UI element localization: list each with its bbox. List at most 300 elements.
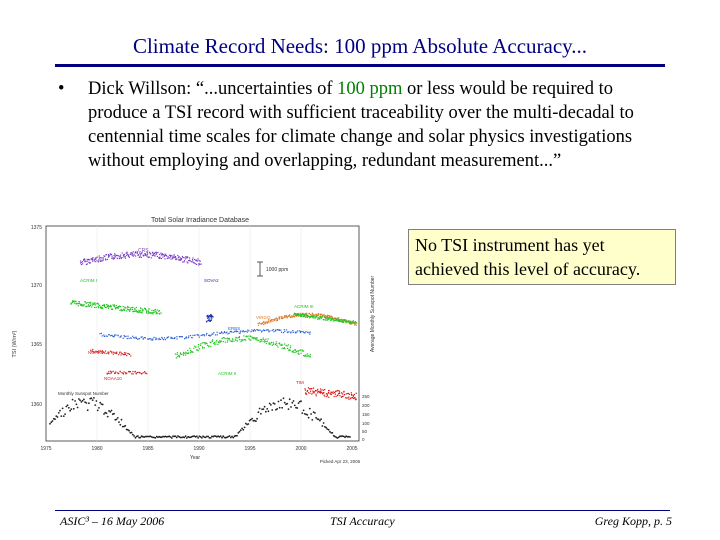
tsi-point-acrim1: [76, 303, 77, 304]
tsi-point-erbs: [251, 331, 252, 332]
tsi-point-acrim2: [176, 357, 177, 358]
tsi-point-crs: [101, 257, 102, 258]
sunspot-point: [258, 411, 260, 413]
sunspot-point: [251, 418, 253, 420]
tsi-point-acrim1: [112, 304, 113, 305]
tsi-point-noaa9: [111, 352, 112, 353]
tsi-point-crs: [167, 258, 168, 259]
sunspot-point: [247, 423, 249, 425]
tsi-point-erbs: [125, 336, 126, 337]
tsi-point-crs: [185, 258, 186, 259]
tsi-point-noaa9: [126, 355, 127, 356]
tsi-point-crs: [87, 263, 88, 264]
tsi-point-tim: [343, 391, 344, 392]
sunspot-point: [294, 405, 296, 407]
sunspot-point: [288, 408, 290, 410]
tsi-point-acrim2: [263, 339, 264, 340]
sunspot-point: [263, 408, 265, 410]
tsi-point-erbs: [254, 329, 255, 330]
sunspot-point: [241, 428, 243, 430]
tsi-point-crs: [121, 257, 122, 258]
tsi-point-erbs: [121, 335, 122, 336]
tsi-point-acrim1: [127, 307, 128, 308]
tsi-point-tim: [308, 387, 309, 388]
tsi-point-erbs: [150, 338, 151, 339]
tsi-point-crs: [187, 257, 188, 258]
tsi-point-tim: [320, 393, 321, 394]
tsi-point-noaa10: [110, 371, 111, 372]
tsi-point-acrim3: [312, 317, 313, 318]
sunspot-point: [86, 402, 88, 404]
tsi-point-tim: [353, 398, 354, 399]
tsi-point-acrim2: [260, 341, 261, 342]
tsi-point-tim: [348, 399, 349, 400]
tsi-point-erbs: [202, 334, 203, 335]
tsi-point-erbs: [221, 332, 222, 333]
tsi-point-acrim1: [114, 304, 115, 305]
scale-bar-label: 1000 ppm: [266, 267, 289, 273]
sunspot-point: [98, 407, 100, 409]
tsi-point-acrim2: [204, 347, 205, 348]
tsi-point-acrim1: [95, 303, 96, 304]
tsi-point-crs: [168, 256, 169, 257]
tsi-point-acrim3: [307, 315, 308, 316]
tsi-point-erbs: [198, 335, 199, 336]
y2-axis-label: Average Monthly Sunspot Number: [370, 275, 376, 353]
quote-highlight: 100 ppm: [337, 79, 403, 99]
tsi-point-acrim1: [111, 306, 112, 307]
tsi-point-erbs: [158, 339, 159, 340]
tsi-point-acrim2: [183, 353, 184, 354]
tsi-point-sova2: [209, 318, 210, 319]
sunspot-point: [332, 432, 334, 434]
tsi-point-sova2: [213, 316, 214, 317]
y-tick-label: 1360: [30, 402, 42, 408]
tsi-point-acrim2: [240, 341, 241, 342]
tsi-point-crs: [194, 262, 195, 263]
tsi-point-sova2: [211, 315, 212, 316]
tsi-point-erbs: [288, 331, 289, 332]
tsi-point-erbs: [308, 332, 309, 333]
tsi-point-acrim1: [130, 308, 131, 309]
tsi-point-acrim3: [328, 319, 329, 320]
tsi-point-crs: [182, 261, 183, 262]
tsi-point-noaa9: [116, 352, 117, 353]
tsi-point-tim: [353, 395, 354, 396]
tsi-point-noaa10: [144, 371, 145, 372]
tsi-point-acrim3: [344, 319, 345, 320]
tsi-point-erbs: [168, 336, 169, 337]
tsi-point-acrim2: [308, 356, 309, 357]
tsi-point-crs: [125, 258, 126, 259]
tsi-point-acrim2: [284, 348, 285, 349]
tsi-point-acrim1: [146, 311, 147, 312]
tsi-point-acrim1: [132, 311, 133, 312]
tsi-point-acrim3: [320, 316, 321, 317]
sunspot-point: [268, 410, 270, 412]
tsi-point-erbs: [284, 331, 285, 332]
tsi-point-acrim1: [124, 310, 125, 311]
tsi-point-erbs: [145, 337, 146, 338]
instrument-label-tim: TIM: [296, 380, 304, 385]
tsi-point-acrim1: [78, 305, 79, 306]
tsi-point-acrim2: [281, 344, 282, 345]
tsi-point-acrim1: [95, 304, 96, 305]
tsi-point-acrim2: [198, 346, 199, 347]
tsi-point-noaa10: [133, 373, 134, 374]
tsi-point-crs: [191, 261, 192, 262]
tsi-point-crs: [131, 252, 132, 253]
tsi-point-erbs: [181, 336, 182, 337]
tsi-point-acrim3: [326, 317, 327, 318]
tsi-point-acrim2: [300, 349, 301, 350]
sunspot-point: [221, 437, 223, 439]
tsi-point-erbs: [201, 335, 202, 336]
tsi-point-acrim2: [256, 339, 257, 340]
tsi-point-acrim3: [345, 320, 346, 321]
tsi-point-erbs: [239, 333, 240, 334]
tsi-point-crs: [125, 256, 126, 257]
tsi-point-acrim1: [100, 307, 101, 308]
tsi-point-erbs: [210, 335, 211, 336]
tsi-point-acrim2: [245, 339, 246, 340]
tsi-point-crs: [124, 257, 125, 258]
tsi-point-tim: [346, 397, 347, 398]
sunspot-point: [52, 420, 54, 422]
tsi-point-virgo: [294, 316, 295, 317]
tsi-point-acrim2: [227, 341, 228, 342]
tsi-point-erbs: [139, 338, 140, 339]
tsi-point-acrim1: [134, 311, 135, 312]
tsi-point-acrim3: [295, 313, 296, 314]
tsi-point-acrim1: [140, 312, 141, 313]
tsi-point-virgo: [338, 317, 339, 318]
tsi-point-acrim3: [317, 318, 318, 319]
tsi-point-crs: [111, 254, 112, 255]
tsi-point-noaa10: [146, 373, 147, 374]
sunspot-point: [49, 423, 51, 425]
tsi-point-noaa9: [129, 354, 130, 355]
tsi-point-acrim2: [177, 354, 178, 355]
tsi-point-acrim2: [250, 339, 251, 340]
sunspot-point: [286, 403, 288, 405]
tsi-point-crs: [92, 257, 93, 258]
tsi-point-acrim2: [288, 344, 289, 345]
tsi-point-erbs: [293, 332, 294, 333]
sunspot-point: [185, 435, 187, 437]
tsi-point-crs: [89, 259, 90, 260]
tsi-point-noaa9: [113, 354, 114, 355]
tsi-point-acrim1: [106, 304, 107, 305]
tsi-point-crs: [176, 259, 177, 260]
tsi-point-acrim1: [117, 307, 118, 308]
tsi-point-crs: [153, 255, 154, 256]
tsi-point-erbs: [211, 335, 212, 336]
tsi-point-erbs: [160, 339, 161, 340]
sunspot-point: [310, 413, 312, 415]
tsi-point-erbs: [266, 330, 267, 331]
tsi-point-erbs: [229, 333, 230, 334]
tsi-point-acrim2: [270, 344, 271, 345]
sunspot-point: [320, 418, 322, 420]
tsi-point-acrim1: [90, 302, 91, 303]
tsi-point-acrim3: [350, 321, 351, 322]
tsi-point-crs: [119, 258, 120, 259]
tsi-point-acrim3: [323, 319, 324, 320]
tsi-point-acrim1: [156, 312, 157, 313]
tsi-point-sova2: [206, 321, 207, 322]
tsi-point-acrim1: [146, 310, 147, 311]
tsi-point-crs: [190, 260, 191, 261]
tsi-point-crs: [194, 259, 195, 260]
tsi-point-erbs: [102, 335, 103, 336]
tsi-point-erbs: [220, 333, 221, 334]
tsi-point-acrim2: [212, 341, 213, 342]
tsi-point-erbs: [104, 336, 105, 337]
tsi-point-virgo: [323, 314, 324, 315]
tsi-point-tim: [354, 398, 355, 399]
tsi-point-crs: [145, 255, 146, 256]
tsi-point-noaa10: [115, 371, 116, 372]
tsi-point-sova2: [208, 317, 209, 318]
sunspot-point: [242, 429, 244, 431]
tsi-point-acrim1: [94, 307, 95, 308]
tsi-point-acrim1: [73, 301, 74, 302]
tsi-point-noaa9: [125, 354, 126, 355]
tsi-point-acrim1: [94, 302, 95, 303]
tsi-point-acrim1: [98, 307, 99, 308]
tsi-point-acrim3: [313, 316, 314, 317]
sunspot-point: [315, 417, 317, 419]
tsi-point-virgo: [265, 322, 266, 323]
tsi-point-acrim3: [329, 318, 330, 319]
tsi-point-erbs: [262, 330, 263, 331]
tsi-point-erbs: [115, 334, 116, 335]
tsi-point-acrim1: [153, 310, 154, 311]
tsi-point-acrim2: [242, 339, 243, 340]
tsi-point-noaa10: [121, 372, 122, 373]
tsi-point-acrim2: [295, 349, 296, 350]
sunspot-point: [57, 416, 59, 418]
tsi-point-erbs: [154, 337, 155, 338]
tsi-point-crs: [114, 257, 115, 258]
tsi-point-tim: [334, 392, 335, 393]
tsi-point-tim: [338, 390, 339, 391]
tsi-point-acrim3: [321, 318, 322, 319]
tsi-point-erbs: [272, 330, 273, 331]
tsi-point-tim: [305, 390, 306, 391]
tsi-point-acrim1: [151, 310, 152, 311]
tsi-point-erbs: [255, 330, 256, 331]
tsi-point-acrim2: [216, 340, 217, 341]
tsi-point-erbs: [217, 332, 218, 333]
tsi-point-erbs: [124, 335, 125, 336]
tsi-point-erbs: [114, 336, 115, 337]
tsi-point-crs: [126, 255, 127, 256]
sunspot-point: [325, 427, 327, 429]
tsi-point-tim: [308, 392, 309, 393]
tsi-point-erbs: [191, 337, 192, 338]
tsi-point-acrim2: [235, 340, 236, 341]
tsi-point-erbs: [159, 338, 160, 339]
tsi-point-tim: [310, 391, 311, 392]
tsi-point-tim: [333, 391, 334, 392]
tsi-point-acrim2: [257, 339, 258, 340]
tsi-point-acrim2: [237, 340, 238, 341]
tsi-point-erbs: [144, 337, 145, 338]
tsi-point-virgo: [279, 318, 280, 319]
sunspot-point: [60, 415, 62, 417]
tsi-point-crs: [115, 256, 116, 257]
tsi-point-tim: [311, 388, 312, 389]
tsi-point-acrim2: [271, 342, 272, 343]
tsi-point-crs: [199, 264, 200, 265]
tsi-point-acrim2: [202, 342, 203, 343]
sunspot-point: [239, 431, 241, 433]
tsi-point-crs: [81, 262, 82, 263]
tsi-point-erbs: [182, 336, 183, 337]
tsi-point-erbs: [310, 332, 311, 333]
tsi-point-virgo: [270, 321, 271, 322]
tsi-point-acrim2: [187, 350, 188, 351]
tsi-point-acrim3: [352, 321, 353, 322]
tsi-point-tim: [341, 392, 342, 393]
tsi-point-tim: [339, 395, 340, 396]
sunspot-point: [102, 404, 104, 406]
sunspot-point: [229, 435, 231, 437]
tsi-point-virgo: [258, 323, 259, 324]
tsi-point-noaa10: [126, 373, 127, 374]
tsi-point-acrim1: [138, 310, 139, 311]
tsi-point-crs: [201, 264, 202, 265]
tsi-point-acrim2: [202, 346, 203, 347]
tsi-point-acrim2: [272, 345, 273, 346]
sunspot-point: [210, 437, 212, 439]
tsi-point-acrim1: [108, 308, 109, 309]
tsi-point-noaa9: [116, 353, 117, 354]
tsi-point-erbs: [194, 335, 195, 336]
tsi-point-tim: [307, 391, 308, 392]
tsi-point-erbs: [245, 331, 246, 332]
tsi-point-acrim2: [205, 342, 206, 343]
tsi-point-noaa9: [118, 354, 119, 355]
tsi-point-crs: [178, 259, 179, 260]
tsi-point-crs: [157, 252, 158, 253]
tsi-point-acrim2: [185, 353, 186, 354]
tsi-point-acrim2: [212, 339, 213, 340]
tsi-point-virgo: [341, 319, 342, 320]
tsi-point-acrim2: [224, 337, 225, 338]
tsi-point-acrim3: [314, 317, 315, 318]
tsi-point-acrim1: [125, 307, 126, 308]
sunspot-point: [290, 406, 292, 408]
tsi-point-erbs: [127, 336, 128, 337]
tsi-point-erbs: [176, 338, 177, 339]
quote-post: or less would be required to produce a TSI record with sufficient traceability over the multi-decadal to centennial time scales for climate change and solar physics investigations without employing and overlapping, redundant measurement...”: [88, 79, 634, 171]
tsi-point-crs: [114, 255, 115, 256]
tsi-point-acrim1: [104, 305, 105, 306]
tsi-point-tim: [351, 392, 352, 393]
tsi-point-acrim2: [227, 338, 228, 339]
tsi-point-acrim2: [288, 350, 289, 351]
tsi-point-acrim2: [233, 341, 234, 342]
tsi-point-acrim1: [159, 314, 160, 315]
tsi-point-acrim2: [205, 343, 206, 344]
tsi-point-acrim1: [88, 304, 89, 305]
tsi-point-acrim1: [142, 312, 143, 313]
tsi-point-acrim1: [83, 304, 84, 305]
sunspot-point: [73, 408, 75, 410]
tsi-point-noaa9: [120, 351, 121, 352]
sunspot-point: [349, 436, 351, 438]
sunspot-point: [118, 421, 120, 423]
tsi-point-acrim1: [102, 307, 103, 308]
tsi-point-noaa10: [135, 371, 136, 372]
tsi-point-erbs: [206, 333, 207, 334]
tsi-point-noaa10: [111, 371, 112, 372]
tsi-point-erbs: [224, 331, 225, 332]
tsi-point-tim: [336, 396, 337, 397]
tsi-point-noaa9: [108, 353, 109, 354]
instrument-label-acrim2: ACRIM II: [218, 371, 237, 376]
tsi-point-acrim2: [214, 344, 215, 345]
instrument-label-acrim1: ACRIM I: [80, 278, 98, 283]
tsi-point-acrim1: [98, 306, 99, 307]
tsi-point-acrim2: [307, 353, 308, 354]
tsi-point-acrim3: [353, 320, 354, 321]
sunspot-point: [311, 419, 313, 421]
tsi-point-acrim2: [277, 346, 278, 347]
tsi-point-erbs: [128, 338, 129, 339]
tsi-point-erbs: [190, 335, 191, 336]
tsi-point-erbs: [127, 338, 128, 339]
sunspot-point: [68, 407, 70, 409]
sunspot-point: [278, 401, 280, 403]
tsi-point-erbs: [163, 339, 164, 340]
tsi-point-acrim2: [269, 343, 270, 344]
tsi-point-erbs: [305, 331, 306, 332]
tsi-point-acrim2: [183, 355, 184, 356]
tsi-point-erbs: [269, 330, 270, 331]
tsi-point-acrim1: [134, 309, 135, 310]
tsi-point-erbs: [243, 330, 244, 331]
tsi-point-virgo: [300, 313, 301, 314]
tsi-point-erbs: [99, 333, 100, 334]
sunspot-point: [54, 418, 56, 420]
tsi-point-acrim2: [293, 350, 294, 351]
tsi-point-acrim3: [310, 316, 311, 317]
tsi-point-tim: [321, 392, 322, 393]
sunspot-point: [111, 410, 113, 412]
tsi-point-erbs: [279, 329, 280, 330]
chart-title: Total Solar Irradiance Database: [150, 217, 250, 224]
footer-conference: ASIC³ – 16 May 2006: [60, 514, 165, 528]
footer-topic: TSI Accuracy: [330, 514, 395, 528]
tsi-point-acrim3: [346, 322, 347, 323]
y2-tick-label: 0: [362, 437, 365, 442]
tsi-point-tim: [333, 393, 334, 394]
sunspot-point: [64, 413, 66, 415]
tsi-point-noaa10: [141, 373, 142, 374]
sunspot-point: [291, 402, 293, 404]
tsi-point-acrim2: [198, 344, 199, 345]
instrument-label-noaa9: NOAA9: [88, 350, 104, 355]
tsi-point-acrim2: [261, 339, 262, 340]
tsi-point-tim: [320, 388, 321, 389]
tsi-point-tim: [355, 399, 356, 400]
tsi-point-erbs: [251, 329, 252, 330]
tsi-point-virgo: [312, 314, 313, 315]
